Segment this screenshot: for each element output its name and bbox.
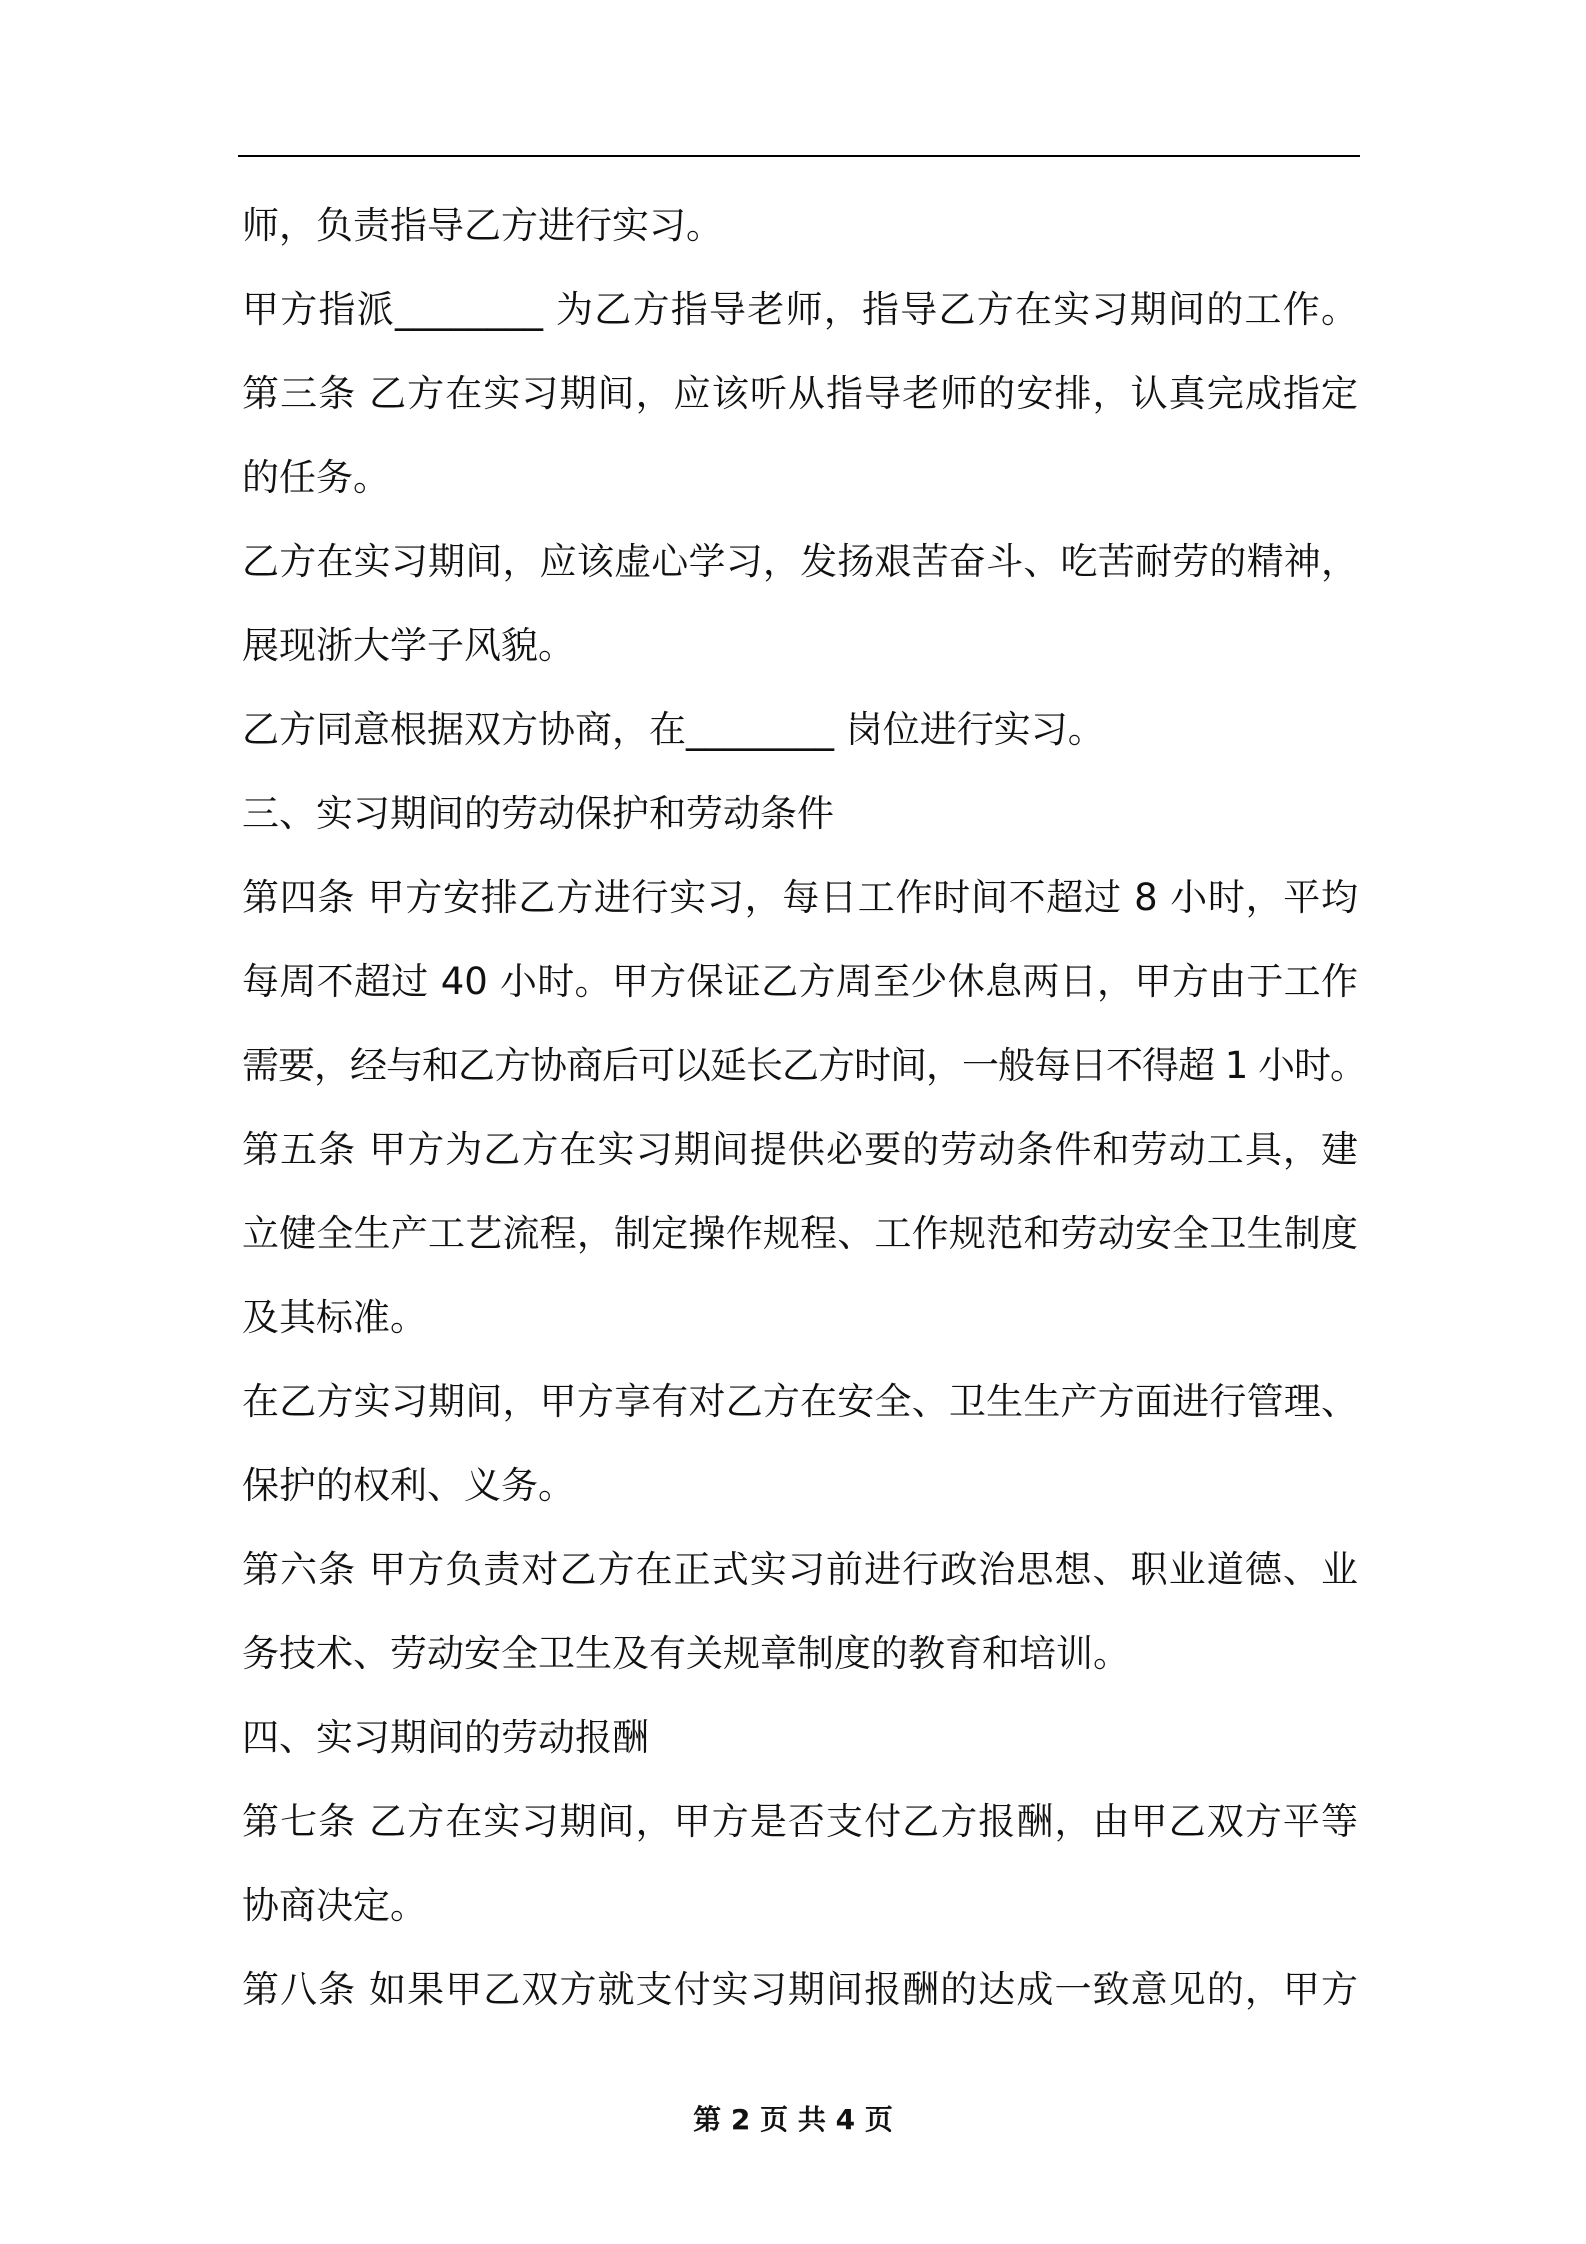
- text-line: 协商决定。: [242, 1884, 427, 1927]
- text-line: 乙方在实习期间，应该虚心学习，发扬艰苦奋斗、吃苦耐劳的精神，: [242, 540, 1358, 583]
- text-line: 展现浙大学子风貌。: [242, 624, 575, 667]
- text-line: 立健全生产工艺流程，制定操作规程、工作规范和劳动安全卫生制度: [242, 1212, 1358, 1255]
- text-line: 乙方同意根据双方协商，在________ 岗位进行实习。: [242, 708, 1105, 751]
- text-line: 甲方指派________ 为乙方指导老师，指导乙方在实习期间的工作。: [242, 288, 1358, 331]
- section-heading: 三、实习期间的劳动保护和劳动条件: [242, 792, 834, 835]
- article-8-line: 第八条 如果甲乙双方就支付实习期间报酬的达成一致意见的，甲方: [242, 1968, 1358, 2011]
- text-line: 务技术、劳动安全卫生及有关规章制度的教育和培训。: [242, 1632, 1130, 1675]
- article-7-line: 第七条 乙方在实习期间，甲方是否支付乙方报酬，由甲乙双方平等: [242, 1800, 1358, 1843]
- text-line: 师，负责指导乙方进行实习。: [242, 204, 723, 247]
- page-number: 第 2 页 共 4 页: [693, 2103, 893, 2136]
- section-heading: 四、实习期间的劳动报酬: [242, 1716, 649, 1759]
- header-rule: [238, 155, 1360, 157]
- text-line: 保护的权利、义务。: [242, 1464, 575, 1507]
- text-line: 需要，经与和乙方协商后可以延长乙方时间，一般每日不得超 1 小时。: [242, 1044, 1367, 1087]
- article-6-line: 第六条 甲方负责对乙方在正式实习前进行政治思想、职业道德、业: [242, 1548, 1358, 1591]
- text-line: 在乙方实习期间，甲方享有对乙方在安全、卫生生产方面进行管理、: [242, 1380, 1358, 1423]
- article-5-line: 第五条 甲方为乙方在实习期间提供必要的劳动条件和劳动工具，建: [242, 1128, 1358, 1171]
- text-line: 每周不超过 40 小时。甲方保证乙方周至少休息两日，甲方由于工作: [242, 960, 1358, 1003]
- text-line: 及其标准。: [242, 1296, 427, 1339]
- text-line: 的任务。: [242, 456, 390, 499]
- document-body: [242, 184, 1367, 2032]
- article-4-line: 第四条 甲方安排乙方进行实习，每日工作时间不超过 8 小时，平均: [242, 876, 1358, 919]
- article-3-line: 第三条 乙方在实习期间，应该听从指导老师的安排，认真完成指定: [242, 372, 1358, 415]
